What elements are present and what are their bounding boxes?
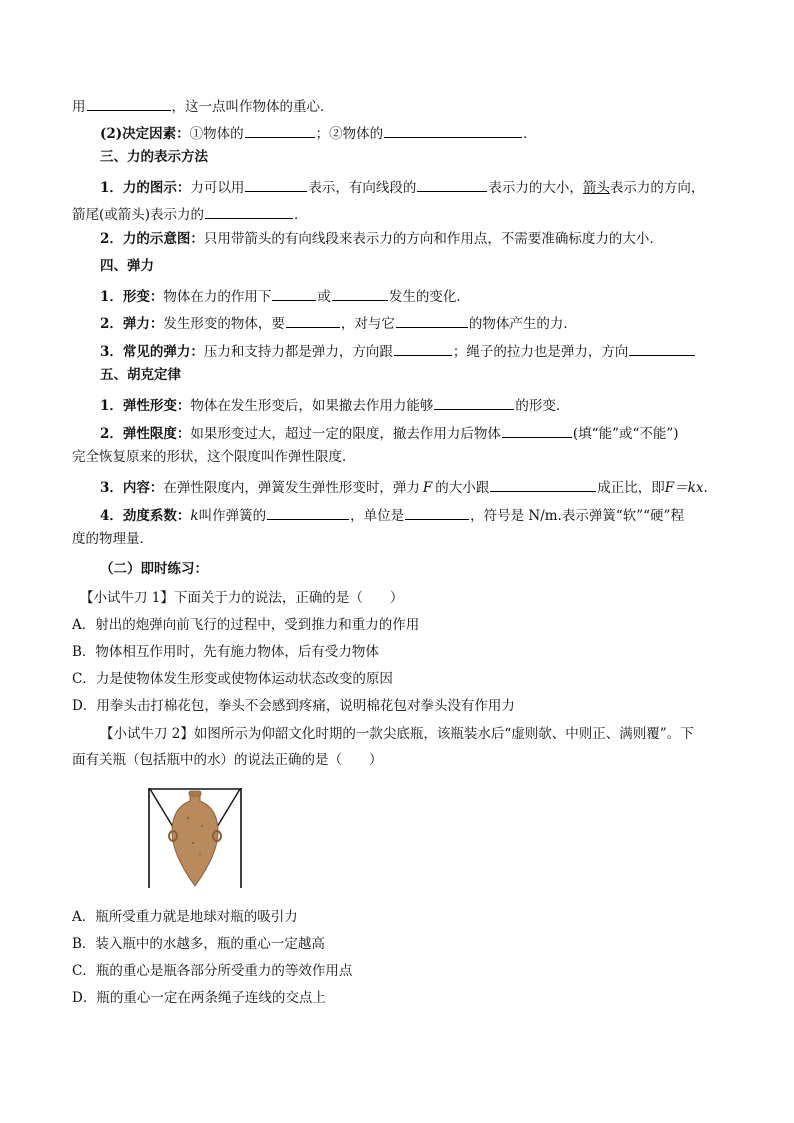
text-fragment: 表示力的方向，: [609, 180, 705, 196]
option-a[interactable]: [0, 619, 794, 633]
section-heading: [0, 563, 794, 577]
section-heading: [0, 369, 794, 383]
text-fragment: 完全恢复原来的形状，这个限度叫作弹性限度．: [72, 449, 356, 465]
section-heading-text: 三、力的表示方法: [100, 149, 208, 165]
option-c[interactable]: [0, 673, 794, 687]
text-fragment: 物体在力的作用下: [163, 289, 272, 305]
answer-blank[interactable]: [417, 178, 487, 192]
text-line: [0, 451, 794, 465]
answer-blank[interactable]: [384, 124, 522, 138]
variable-k: k: [190, 508, 199, 524]
option-text: D．用拳头击打棉花包，拳头不会感到疼痛，说明棉花包对拳头没有作用力: [72, 698, 515, 714]
question-tag: 【小试牛刀 1】: [80, 590, 174, 606]
answer-blank[interactable]: [267, 506, 349, 520]
option-text: B．装入瓶中的水越多，瓶的重心一定越高: [72, 936, 325, 952]
text-fragment: 或: [317, 289, 331, 305]
text-fragment: 用: [72, 99, 86, 115]
text-fragment: 发生形变的物体，要: [163, 316, 285, 332]
section-heading-text: 五、胡克定律: [100, 367, 181, 383]
text-line: [0, 396, 794, 414]
answer-blank[interactable]: [502, 424, 572, 438]
section-heading: [0, 260, 794, 274]
option-text: B．物体相互作用时，先有施力物体，后有受力物体: [72, 644, 379, 660]
answer-blank[interactable]: [629, 342, 695, 356]
answer-blank[interactable]: [272, 287, 316, 301]
text-fragment: ，这一点叫作物体的重心．: [171, 99, 334, 115]
question-stem: [0, 728, 794, 742]
answer-blank[interactable]: [286, 314, 340, 328]
option-b[interactable]: [0, 938, 794, 952]
text-label: 3．内容：: [100, 480, 164, 496]
text-fragment: 表示力的大小，: [488, 180, 583, 196]
text-line: [0, 178, 794, 196]
text-line: [0, 287, 794, 305]
text-fragment: 只用带箭头的有向线段来表示力的方向和作用点，不需要准确标度力的大小．: [203, 231, 663, 247]
option-text: C．力是使物体发生形变或使物体运动状态改变的原因: [72, 671, 393, 687]
question-text: 下面关于力的说法，正确的是（ ）: [173, 590, 404, 606]
option-text: C．瓶的重心是瓶各部分所受重力的等效作用点: [72, 963, 353, 979]
text-label: 1．力的图示：: [100, 180, 191, 196]
question-text: 面有关瓶（包括瓶中的水）的说法正确的是（ ）: [72, 752, 383, 768]
answer-blank[interactable]: [405, 506, 469, 520]
text-fragment: 压力和支持力都是弹力，方向跟: [203, 344, 393, 360]
text-line: [0, 478, 794, 496]
option-b[interactable]: [0, 646, 794, 660]
text-label: 3．常见的弹力：: [100, 344, 204, 360]
text-label: (2)决定因素：: [100, 126, 190, 142]
text-fragment: 物体在发生形变后，如果撤去作用力能够: [190, 398, 434, 414]
text-fragment: ；②物体的: [315, 126, 384, 142]
option-text: A．瓶所受重力就是地球对瓶的吸引力: [72, 909, 298, 925]
question-stem-cont: [0, 754, 794, 768]
answer-blank[interactable]: [245, 178, 307, 192]
section-heading: [0, 151, 794, 165]
text-fragment: ．: [523, 126, 537, 142]
option-d[interactable]: [0, 992, 794, 1006]
text-line: [0, 506, 794, 524]
vase-figure: [148, 788, 242, 888]
question-text: 如图所示为仰韶文化时期的一款尖底瓶，该瓶装水后“虚则欹、中则正、满则覆”。下: [193, 726, 694, 742]
text-fragment: 的形变．: [515, 398, 570, 414]
text-label: 2．弹性限度：: [100, 426, 191, 442]
text-line: [0, 233, 794, 247]
text-label: 1．弹性形变：: [100, 398, 191, 414]
text-line: [0, 124, 794, 142]
text-label: 2．力的示意图：: [100, 231, 204, 247]
text-fragment: 的物体产生的力．: [468, 316, 577, 332]
answer-blank[interactable]: [490, 478, 596, 492]
option-text: A．射出的炮弹向前飞行的过程中，受到推力和重力的作用: [72, 617, 420, 633]
text-fragment: 力可以用: [190, 180, 245, 196]
text-fragment: ，符号是 N/m.表示弹簧“软”“硬”程: [470, 508, 684, 524]
option-c[interactable]: [0, 965, 794, 979]
answer-blank[interactable]: [394, 342, 452, 356]
text-fragment: 发生的变化．: [388, 289, 470, 305]
text-fragment: 成正比，即: [597, 480, 665, 496]
answer-blank[interactable]: [396, 314, 468, 328]
text-fragment: 箭头: [582, 180, 610, 196]
text-fragment: ①物体的: [189, 126, 244, 142]
text-label: 1．形变：: [100, 289, 164, 305]
text-fragment: 的大小跟: [435, 480, 490, 496]
text-fragment: ，单位是: [350, 508, 405, 524]
text-fragment: ．: [294, 207, 308, 223]
answer-blank[interactable]: [245, 124, 315, 138]
text-line: [0, 342, 794, 360]
answer-blank[interactable]: [332, 287, 388, 301]
answer-blank[interactable]: [434, 396, 514, 410]
text-fragment: ，对与它: [340, 316, 395, 332]
text-label: 4．劲度系数：: [100, 508, 191, 524]
hooke-formula: F＝kx: [664, 480, 704, 496]
variable-f: F: [422, 480, 433, 496]
text-line: [0, 424, 794, 442]
section-heading-text: 四、弹力: [100, 258, 154, 274]
text-fragment: 箭尾(或箭头)表示力的: [72, 207, 205, 223]
answer-blank[interactable]: [205, 205, 293, 219]
vase-illustration: [148, 788, 242, 888]
text-fragment: 叫作弹簧的: [198, 508, 267, 524]
text-line: [0, 533, 794, 547]
text-line: [0, 205, 794, 223]
option-a[interactable]: [0, 911, 794, 925]
text-fragment: ；绳子的拉力也是弹力，方向: [452, 344, 629, 360]
text-line: [0, 97, 794, 115]
option-d[interactable]: [0, 700, 794, 714]
text-fragment: 表示，有向线段的: [308, 180, 417, 196]
text-fragment: 在弹性限度内，弹簧发生弹性形变时，弹力: [163, 480, 420, 496]
text-fragment: 度的物理量．: [72, 531, 153, 547]
text-fragment: .: [703, 480, 708, 496]
text-label: 2．弹力：: [100, 316, 164, 332]
answer-blank[interactable]: [87, 97, 171, 111]
question-tag: 【小试牛刀 2】: [100, 726, 194, 742]
text-fragment: 如果形变过大，超过一定的限度，撤去作用力后物体: [190, 426, 501, 442]
question-stem: [0, 592, 794, 606]
text-line: [0, 314, 794, 332]
section-heading-text: （二）即时练习：: [100, 561, 208, 577]
text-fragment: (填“能”或“不能”): [572, 426, 679, 442]
option-text: D．瓶的重心一定在两条绳子连线的交点上: [72, 990, 326, 1006]
